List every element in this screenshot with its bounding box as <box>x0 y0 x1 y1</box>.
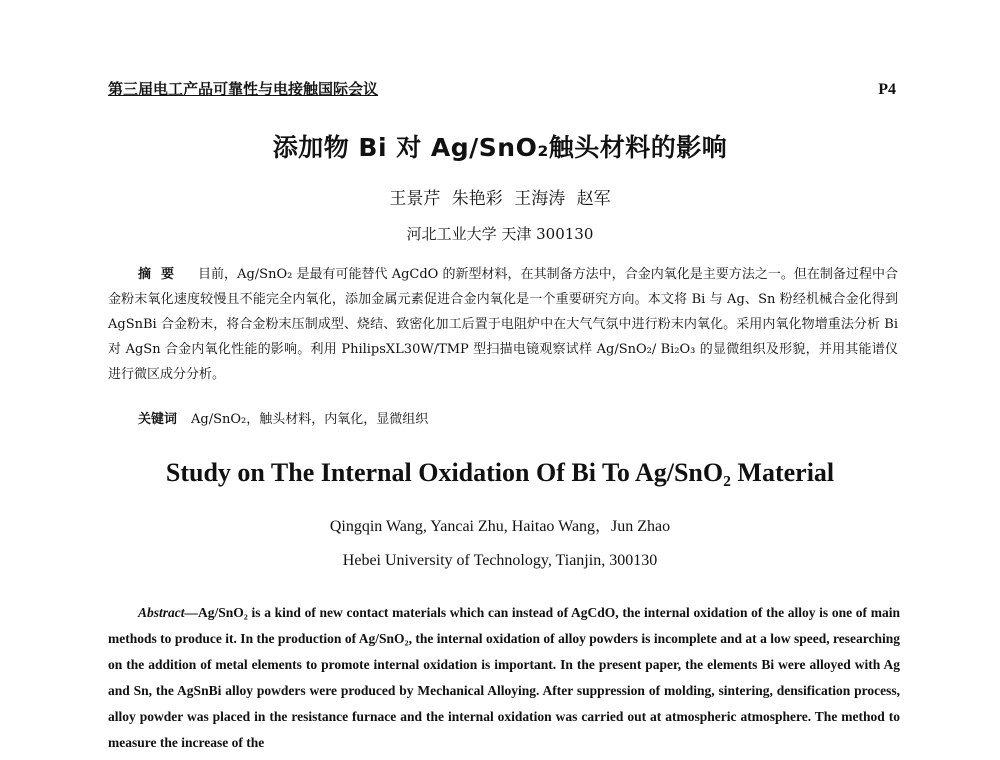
chinese-title: 添加物 Bi 对 Ag/SnO₂触头材料的影响 <box>272 133 728 162</box>
chinese-affiliation: 河北工业大学 天津 300130 <box>406 225 594 243</box>
chinese-abstract <box>108 262 898 387</box>
english-authors: Qingqin Wang, Yancai Zhu, Haitao Wang，Jun Zhao <box>329 518 671 535</box>
page-header <box>108 78 896 99</box>
english-abstract-text: Ag/SnO₂ is a kind of new contact materials which can instead of AgCdO, the internal oxidation of the alloy is one of main methods to produce it. In the production of Ag/SnO₂, the internal oxidation of alloy powders is incomplete and at a low speed, researching on the addition of metal elements to promote internal oxidation is important. In the present paper, the elements Bi were alloyed with Ag and Sn, the AgSnBi alloy powders were produced by Mechanical Alloying. After suppression of molding, sintering, densification process, alloy powder was placed in the resistance furnace and the internal oxidation was carried out at atmospheric atmosphere. The method to measure the increase of the <box>108 605 900 750</box>
chinese-abstract-label: 摘要 <box>138 267 185 282</box>
english-title: Study on The Internal Oxidation Of Bi To Ag/SnO₂ Material <box>165 458 835 487</box>
chinese-keywords-label: 关键词 <box>138 412 178 427</box>
conference-name: 第三届电工产品可靠性与电接触国际会议 <box>108 80 379 98</box>
english-affiliation: Hebei University of Technology, Tianjin, 300130 <box>342 552 658 569</box>
page-number: P4 <box>878 81 896 98</box>
chinese-abstract-text: 目前，Ag/SnO₂ 是最有可能替代 AgCdO 的新型材料，在其制备方法中，合金内氧化是主要方法之一。但在制备过程中合金粉末氧化速度较慢且不能完全内氧化，添加金属元素促进合金内氧化是一个重要研究方向。本文将 Bi 与 Ag、Sn 粉经机械合金化得到 AgSnBi 合金粉末，将合金粉末压制成型、烧结、致密化加工后置于电阻炉中在大气气氛中进行粉末内氧化。采用内氧化物增重法分析 Bi 对 AgSn 合金内氧化性能的影响。利用 PhilipsXL30W/TMP 型扫描电镜观察试样 Ag/SnO₂/ Bi₂O₃ 的显微组织及形貌，并用其能谱仪进行微区成分分析。 <box>108 267 898 382</box>
chinese-keywords <box>138 408 898 427</box>
english-abstract-label: Abstract— <box>138 605 199 620</box>
english-abstract <box>108 600 900 760</box>
chinese-keywords-text: Ag/SnO₂，触头材料，内氧化，显微组织 <box>191 412 429 427</box>
chinese-authors: 王景芹 朱艳彩 王海涛 赵军 <box>389 189 611 209</box>
